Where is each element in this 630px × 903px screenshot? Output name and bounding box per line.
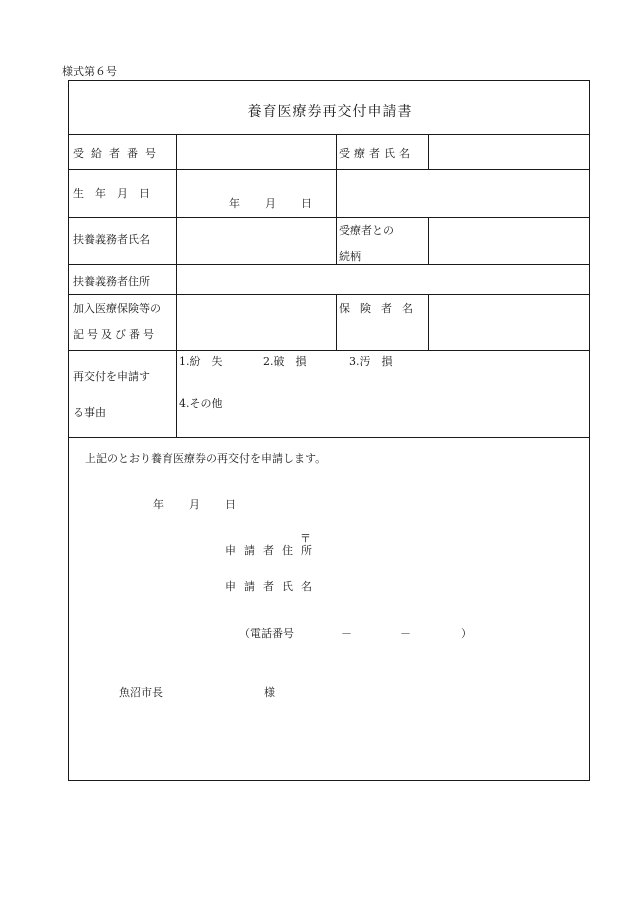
applicant-address-label: 申請者住所 — [225, 544, 320, 557]
application-month-unit: 月 — [189, 498, 200, 511]
label-insurer-name: 保険者名 — [339, 302, 423, 315]
row-divider — [69, 134, 589, 135]
birth-date-field[interactable] — [179, 171, 333, 215]
label-reason-line2: る事由 — [73, 406, 106, 419]
row-divider — [69, 350, 589, 351]
phone-dash-1: － — [341, 627, 352, 640]
guardian-address-field[interactable] — [179, 266, 587, 292]
column-divider — [336, 294, 337, 350]
application-year-unit: 年 — [153, 498, 164, 511]
column-divider — [428, 217, 429, 264]
label-recipient-number: 受給者番号 — [73, 147, 163, 160]
column-divider — [428, 294, 429, 350]
row-divider — [69, 294, 589, 295]
row-divider — [69, 437, 589, 438]
patient-name-field[interactable] — [431, 136, 587, 167]
label-patient-name: 受療者氏名 — [339, 147, 414, 160]
column-divider — [428, 134, 429, 169]
phone-dash-2: － — [400, 627, 411, 640]
reason-option-other[interactable]: 4.その他 — [179, 397, 223, 410]
birth-month-unit: 月 — [265, 197, 276, 210]
form-title: 養育医療券再交付申請書 — [247, 104, 413, 120]
column-divider — [336, 134, 337, 264]
phone-close: ） — [461, 627, 472, 640]
honorific: 様 — [264, 686, 275, 699]
label-birth-date: 生年月日 — [73, 187, 161, 200]
recipient-number-field[interactable] — [179, 136, 333, 167]
label-guardian-address: 扶養義務者住所 — [73, 275, 150, 288]
declaration-text: 上記のとおり養育医療券の再交付を申請します。 — [85, 452, 327, 465]
birth-year-unit: 年 — [229, 197, 240, 210]
guardian-name-field[interactable] — [179, 219, 333, 262]
phone-open: （電話番号 — [239, 627, 294, 640]
label-insurance-line1: 加入医療保険等の — [73, 302, 161, 315]
label-relationship-line2: 続柄 — [339, 250, 361, 263]
reason-option-lost[interactable]: 1.紛 失 — [179, 355, 223, 368]
label-insurance-line2: 記号及び番号 — [73, 328, 157, 341]
label-reason-line1: 再交付を申請す — [73, 370, 150, 383]
form-number: 様式第６号 — [62, 65, 117, 78]
applicant-name-label: 申請者氏名 — [225, 580, 320, 593]
addressee: 魚沼市長 — [119, 686, 163, 699]
row-divider — [69, 264, 589, 265]
reason-option-damaged[interactable]: 2.破 損 — [263, 355, 307, 368]
insurance-number-field[interactable] — [179, 296, 333, 348]
label-relationship-line1: 受療者との — [339, 224, 394, 237]
row-divider — [69, 217, 589, 218]
row-divider — [69, 169, 589, 170]
label-guardian-name: 扶養義務者氏名 — [73, 233, 150, 246]
application-day-unit: 日 — [225, 498, 236, 511]
insurer-name-field[interactable] — [431, 296, 587, 348]
postal-mark: 〒 — [300, 532, 311, 545]
reason-option-soiled[interactable]: 3.汚 損 — [349, 355, 393, 368]
column-divider — [176, 134, 177, 437]
birth-day-unit: 日 — [301, 197, 312, 210]
relationship-field[interactable] — [431, 219, 587, 262]
application-form — [68, 80, 590, 781]
